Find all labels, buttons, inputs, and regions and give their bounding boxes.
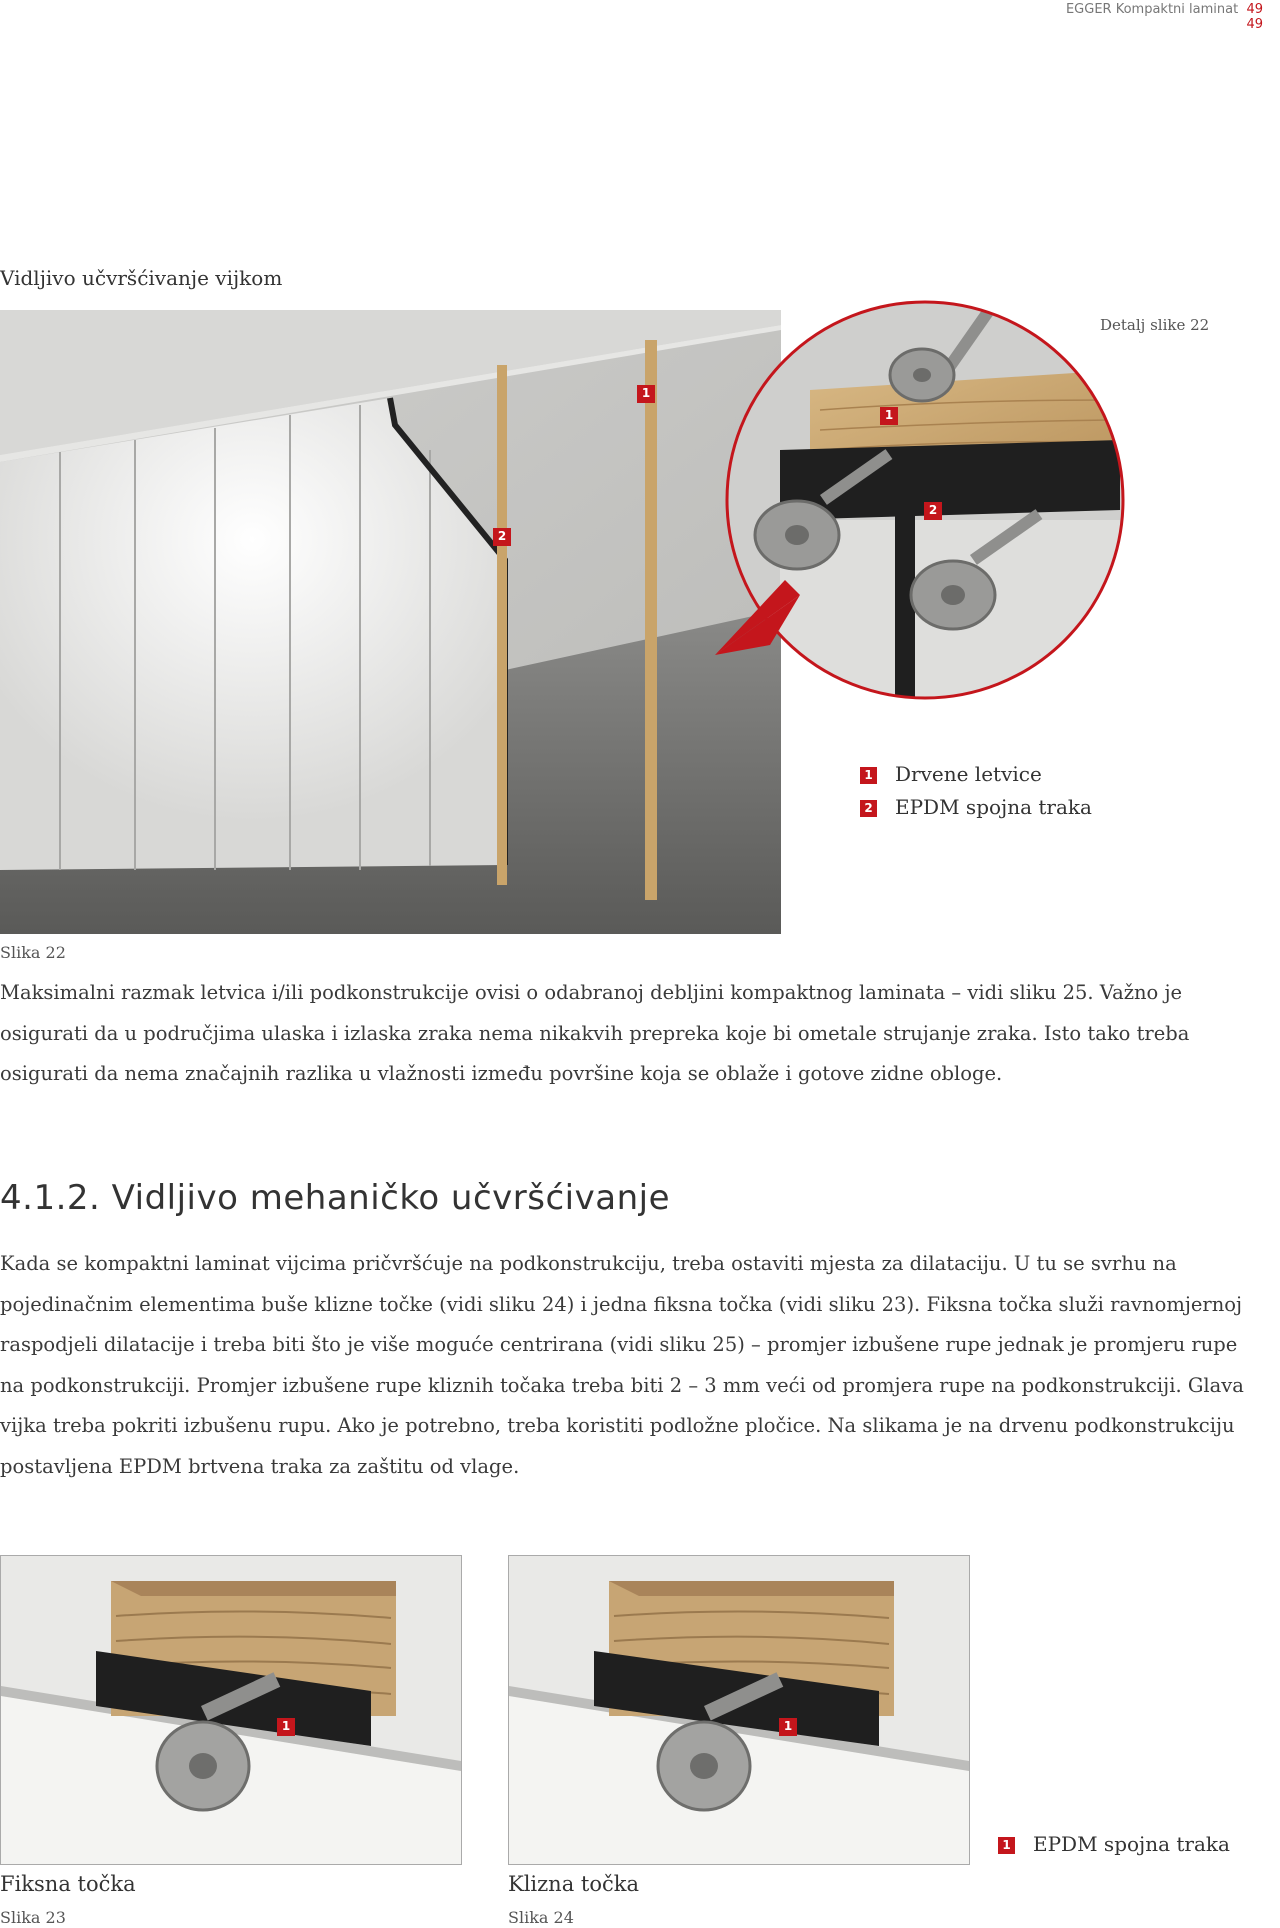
header-page-inline: 49: [1246, 2, 1263, 17]
sliding-point-illustration: [509, 1556, 969, 1864]
figure23-label: Fiksna točka: [0, 1872, 136, 1896]
detail-caption: Detalj slike 22: [1100, 316, 1210, 334]
legend-item: [860, 762, 1092, 795]
figure23-caption: Slika 23: [0, 1908, 66, 1927]
figure23-marker: 1: [281, 1719, 291, 1733]
legend-top: [860, 762, 1092, 819]
figure24-marker: 1: [783, 1719, 793, 1733]
legend-bottom: [998, 1832, 1230, 1856]
paragraph-2: Kada se kompaktni laminat vijcima pričvršćuje na podkonstrukciju, treba ostaviti mjesta za dilataciju. U tu se svrhu na pojedinačnim elementima buše klizne točke (vidi sliku 24) i jedna fiksna točka (vidi sliku 23). Fiksna točka služi ravnomjernoj raspodjeli dilatacije i treba biti što je više moguće centrirana (vidi sliku 25) – promjer izbušene rupe jednak je promjeru rupe na podkonstrukciji. Promjer izbušene rupe kliznih točaka treba biti 2 – 3 mm veći od promjera rupe na podkonstrukciji. Glava vijka treba pokriti izbušenu rupu. Ako je potrebno, treba koristiti podložne pločice. Na slikama je na drvenu podkonstrukciju postavljena EPDM brtvena traka za zaštitu od vlage.: [0, 1252, 1244, 1478]
figure24-image: [508, 1555, 970, 1865]
facade-illustration: [0, 310, 781, 934]
paragraph-1: Maksimalni razmak letvica i/ili podkonstrukcije ovisi o odabranoj debljini kompaktnog laminata – vidi sliku 25. Važno je osigurati da u područjima ulaska i izlaska zraka nema nikakvih prepreka koje bi ometale strujanje zraka. Isto tako treba osigurati da nema značajnih razlika u vlažnosti između površine koja se oblaže i gotove zidne obloge.: [0, 981, 1190, 1085]
section-title: Vidljivo učvršćivanje vijkom: [0, 266, 283, 290]
legend-item: [860, 795, 1092, 819]
figure22-caption: Slika 22: [0, 943, 66, 962]
legend-label: Drvene letvice: [895, 762, 1042, 786]
figure22-detail: [700, 290, 1150, 730]
page-number: 49: [1246, 17, 1263, 32]
figure24-caption: Slika 24: [508, 1908, 574, 1927]
fixed-point-illustration: [1, 1556, 461, 1864]
legend-label: EPDM spojna traka: [895, 795, 1092, 819]
figure22-image: [0, 310, 781, 934]
detail-marker-2: 2: [928, 503, 938, 517]
page-header: [1066, 2, 1263, 32]
legend-badge: 1: [998, 1837, 1015, 1854]
legend-badge: 1: [860, 767, 877, 784]
legend-label: EPDM spojna traka: [1033, 1832, 1230, 1856]
figure22-marker-1: 1: [641, 386, 651, 400]
figure24-label: Klizna točka: [508, 1872, 639, 1896]
figure22-marker-2: 2: [497, 529, 507, 543]
figure23-image: [0, 1555, 462, 1865]
legend-badge: 2: [860, 800, 877, 817]
detail-marker-1: 1: [884, 408, 894, 422]
header-title: EGGER Kompaktni laminat: [1065, 2, 1239, 17]
section-heading: 4.1.2. Vidljivo mehaničko učvršćivanje: [0, 1178, 670, 1218]
